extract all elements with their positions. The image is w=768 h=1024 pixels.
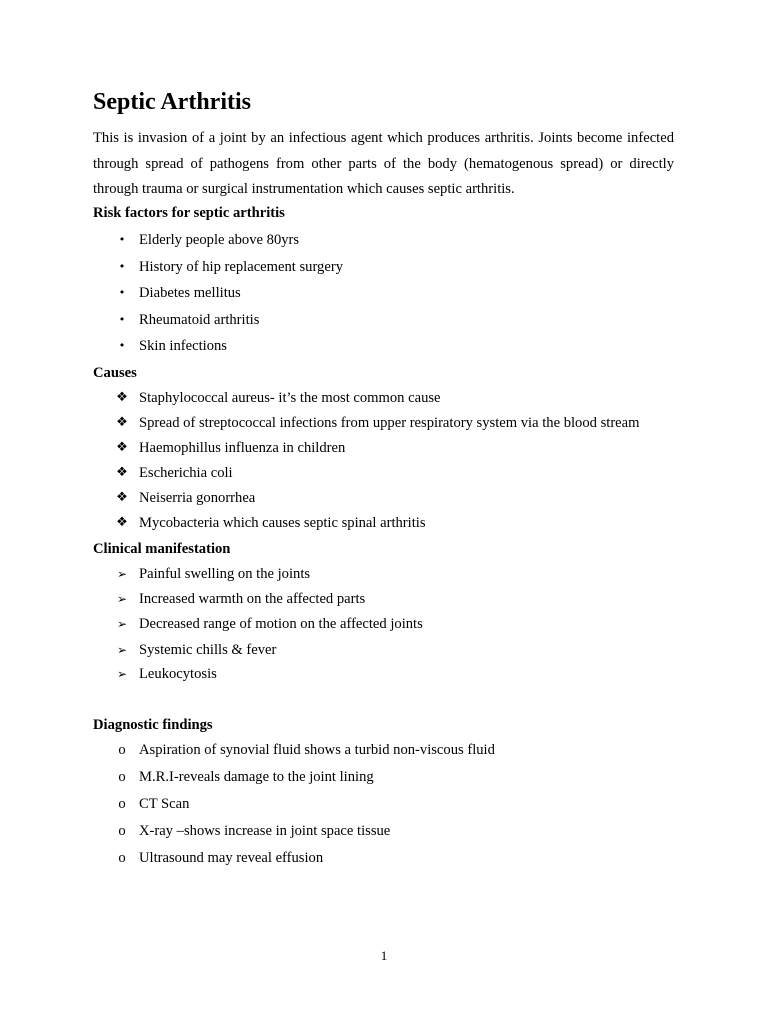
cause-text: Mycobacteria which causes septic spinal arthritis: [139, 515, 426, 531]
risk-factor-item: [0, 257, 768, 277]
cause-item: [0, 438, 768, 458]
page-title: Septic Arthritis: [93, 89, 251, 115]
risk-factor-item: [0, 310, 768, 330]
diagnostic-text: Ultrasound may reveal effusion: [139, 850, 324, 866]
manifestation-item: [0, 589, 768, 609]
circle-bullet-icon: o: [118, 850, 126, 866]
arrow-bullet-icon: ➢: [116, 617, 128, 631]
manifestation-text: Increased warmth on the affected parts: [139, 591, 366, 607]
cause-text: Staphylococcal aureus- it’s the most common cause: [139, 390, 441, 406]
diagnostic-text: CT Scan: [139, 796, 190, 812]
cause-item: [0, 488, 768, 508]
diagnostic-item: [0, 848, 768, 868]
manifestation-item: [0, 614, 768, 634]
diagnostic-item: [0, 767, 768, 787]
circle-bullet-icon: o: [118, 742, 126, 758]
circle-bullet-icon: o: [118, 769, 126, 785]
causes-heading: Causes: [93, 365, 137, 381]
diagnostic-item: [0, 821, 768, 841]
bullet-marker: •: [118, 313, 126, 326]
cause-item: [0, 463, 768, 483]
arrow-bullet-icon: ➢: [116, 592, 128, 606]
bullet-marker: •: [118, 339, 126, 352]
intro-paragraph: This is invasion of a joint by an infectious agent which produces arthritis. Joints become infected through spread of pathogens from other parts of the body (hematogenous spread) or directly through trauma or surgical instrumentation which causes septic arthritis.: [93, 130, 674, 197]
diamond-bullet-icon: ❖: [116, 415, 128, 430]
cause-text: Neiserria gonorrhea: [139, 490, 256, 506]
diagnostic-findings-heading: Diagnostic findings: [93, 717, 213, 733]
cause-text: Spread of streptococcal infections from upper respiratory system via the blood stream: [139, 415, 640, 431]
diamond-bullet-icon: ❖: [116, 515, 128, 530]
risk-factor-item: [0, 283, 768, 303]
manifestation-text: Decreased range of motion on the affected joints: [139, 616, 423, 632]
risk-factor-text: Diabetes mellitus: [139, 285, 241, 301]
diagnostic-text: M.R.I-reveals damage to the joint lining: [139, 769, 374, 785]
diamond-bullet-icon: ❖: [116, 390, 128, 405]
diagnostic-item: [0, 740, 768, 760]
manifestation-text: Leukocytosis: [139, 666, 217, 682]
clinical-manifestation-heading: Clinical manifestation: [93, 541, 231, 557]
manifestation-text: Painful swelling on the joints: [139, 566, 311, 582]
bullet-marker: •: [118, 286, 126, 299]
bullet-marker: •: [118, 233, 126, 246]
bullet-marker: •: [118, 260, 126, 273]
manifestation-item: [0, 564, 768, 584]
risk-factors-heading: Risk factors for septic arthritis: [93, 205, 285, 221]
manifestation-item: [0, 664, 768, 684]
diagnostic-text: Aspiration of synovial fluid shows a turbid non-viscous fluid: [139, 742, 495, 758]
risk-factor-item: [0, 336, 768, 356]
page-number: 1: [380, 948, 388, 963]
arrow-bullet-icon: ➢: [116, 643, 128, 657]
diamond-bullet-icon: ❖: [116, 465, 128, 480]
risk-factor-item: [0, 230, 768, 250]
arrow-bullet-icon: ➢: [116, 667, 128, 681]
cause-text: Haemophillus influenza in children: [139, 440, 346, 456]
manifestation-item: [0, 640, 768, 660]
risk-factor-text: Skin infections: [139, 338, 227, 354]
risk-factor-text: Rheumatoid arthritis: [139, 312, 260, 328]
risk-factor-text: Elderly people above 80yrs: [139, 232, 300, 248]
risk-factor-text: History of hip replacement surgery: [139, 259, 343, 275]
diagnostic-item: [0, 794, 768, 814]
manifestation-text: Systemic chills & fever: [139, 642, 277, 658]
diamond-bullet-icon: ❖: [116, 490, 128, 505]
diagnostic-text: X-ray –shows increase in joint space tissue: [139, 823, 391, 839]
circle-bullet-icon: o: [118, 823, 126, 839]
diamond-bullet-icon: ❖: [116, 440, 128, 455]
cause-item: [0, 413, 768, 433]
circle-bullet-icon: o: [118, 796, 126, 812]
cause-item: [0, 513, 768, 533]
cause-text: Escherichia coli: [139, 465, 233, 481]
cause-item: [0, 388, 768, 408]
arrow-bullet-icon: ➢: [116, 567, 128, 581]
